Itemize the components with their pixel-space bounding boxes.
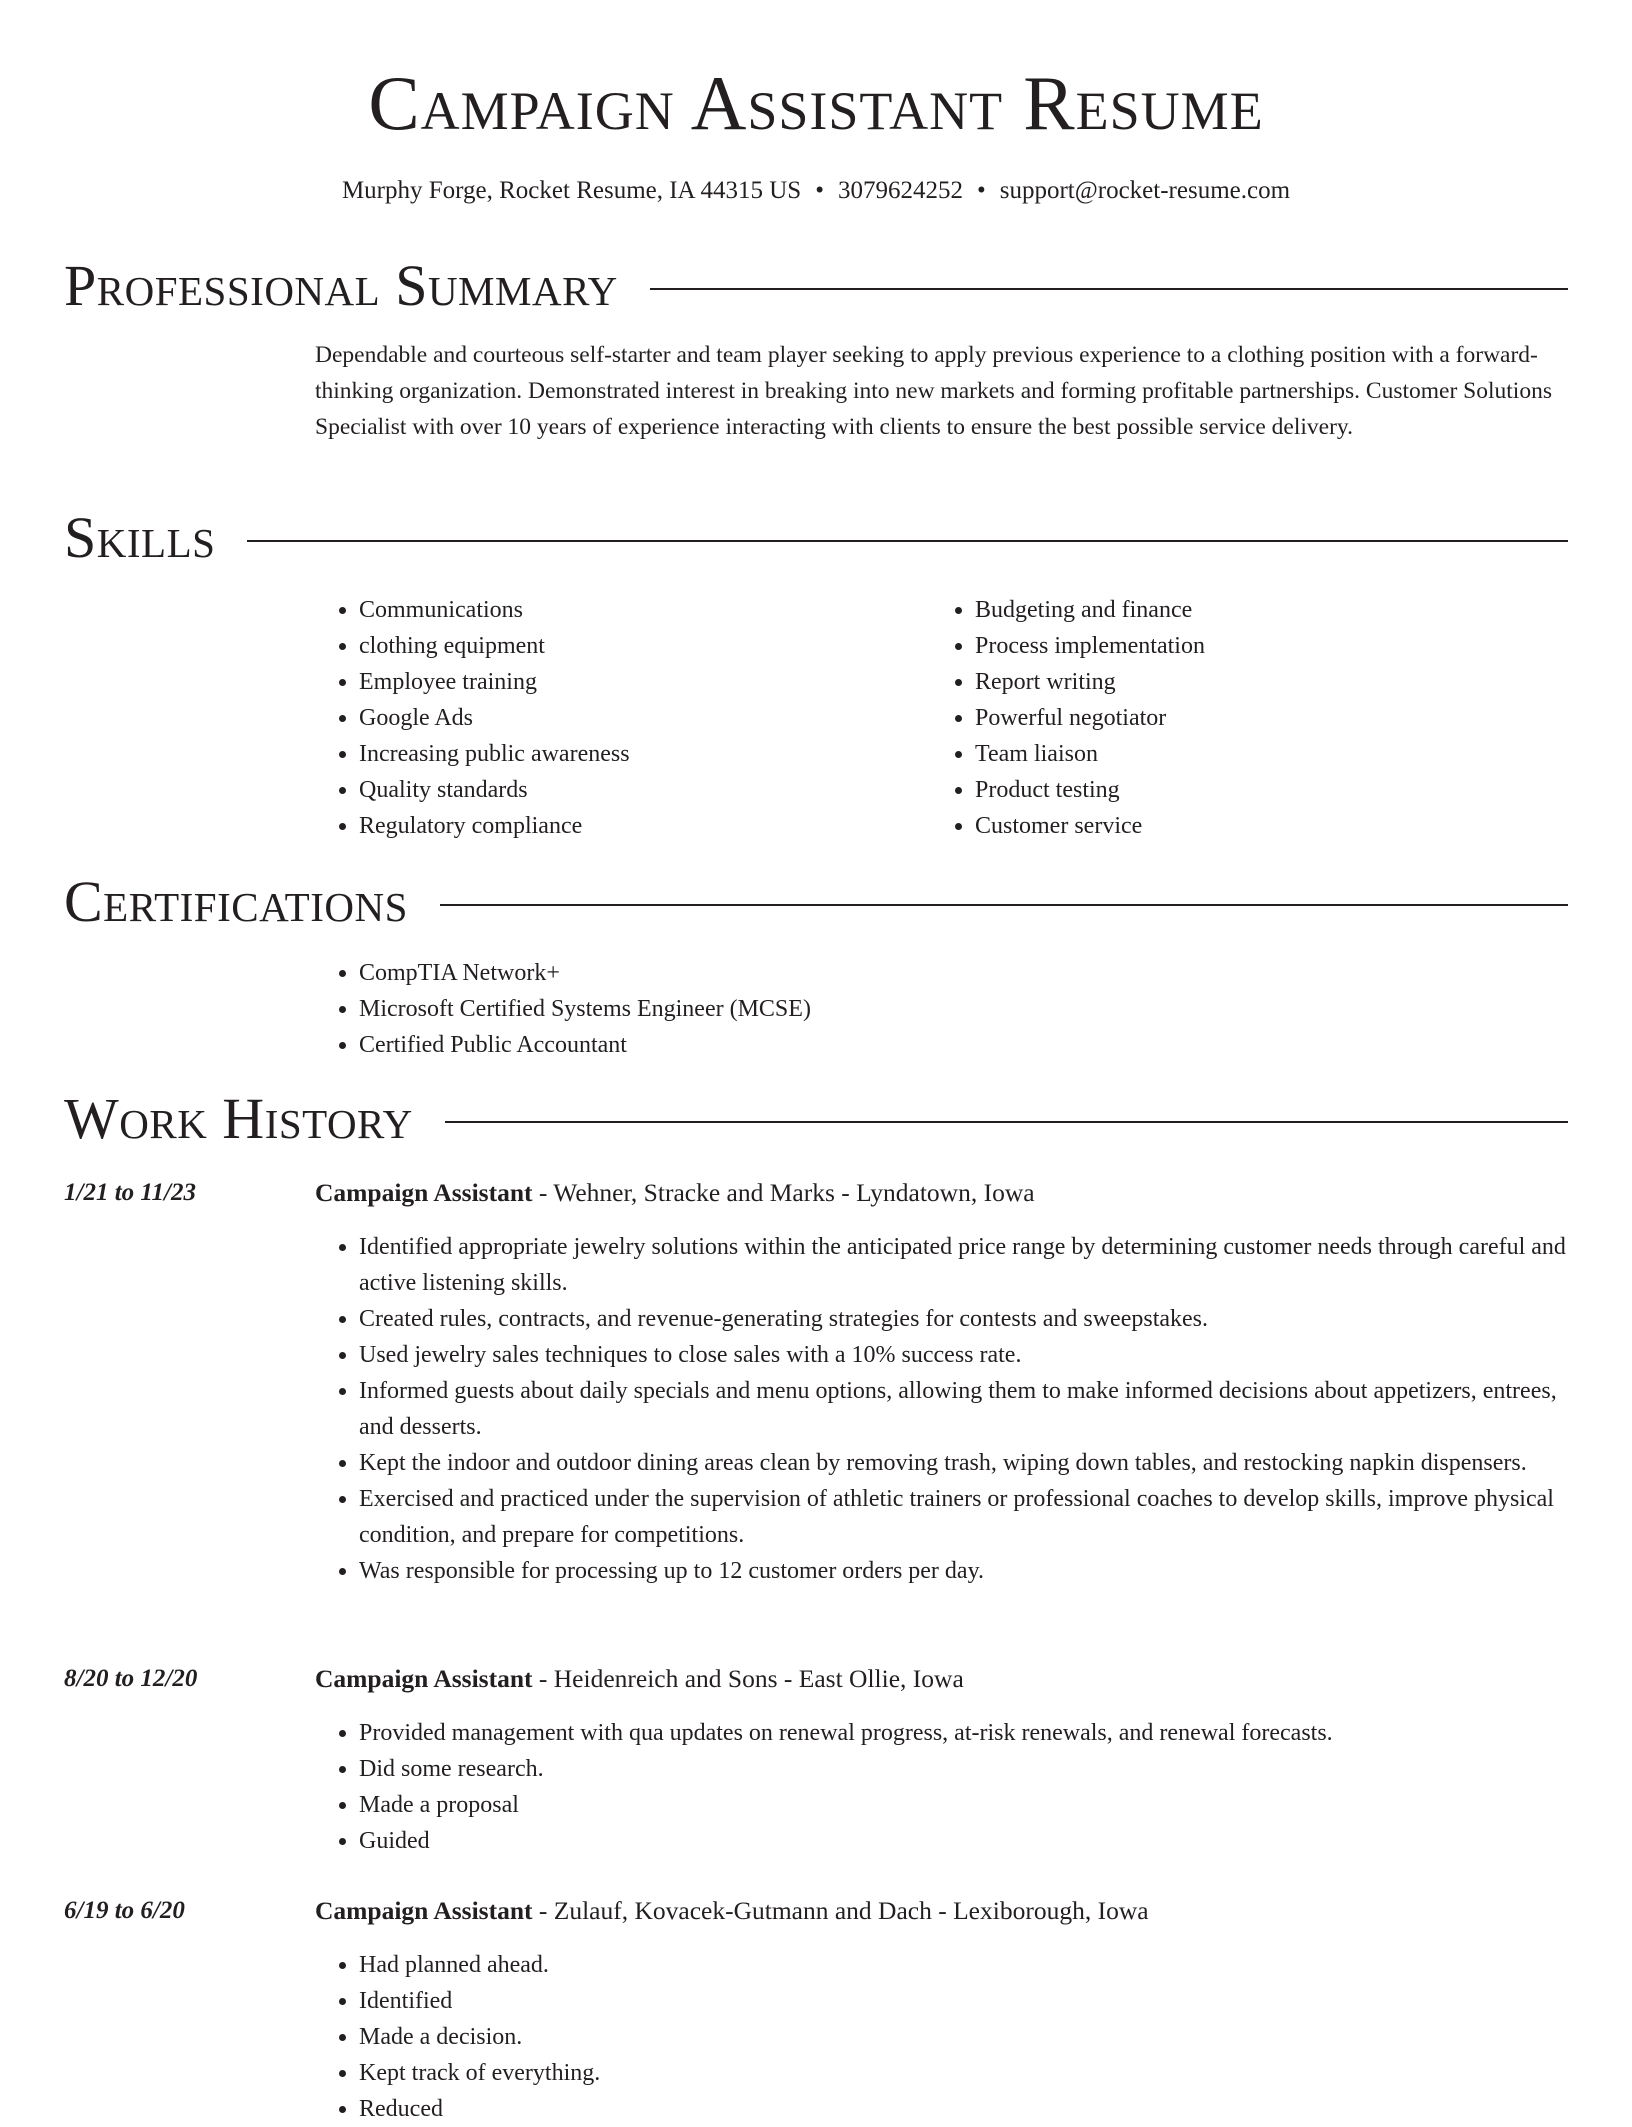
skills-column-left	[315, 592, 915, 844]
skill-item: • Quality standards	[359, 772, 915, 808]
duty-item: • Provided management with qua updates on renewal progress, at-risk renewals, and renewal forecasts.	[359, 1715, 1568, 1751]
duty-item: • Guided	[359, 1823, 1568, 1859]
job-heading	[315, 1893, 1149, 1929]
section-divider	[650, 288, 1568, 290]
job-heading	[315, 1175, 1035, 1211]
duty-item: • Reduced	[359, 2091, 1568, 2127]
skills-heading: Skills	[64, 505, 216, 570]
skill-item: • Process implementation	[975, 628, 1531, 664]
skill-item: • Google Ads	[359, 700, 915, 736]
resume-title: Campaign Assistant Resume	[368, 60, 1264, 146]
skill-item: • Budgeting and finance	[975, 592, 1531, 628]
summary-section-header	[64, 254, 1568, 318]
skill-item: • Product testing	[975, 772, 1531, 808]
contact-line	[0, 174, 1632, 208]
duty-item: • Created rules, contracts, and revenue-generating strategies for contests and sweepstakes.	[359, 1301, 1568, 1337]
job-role: Campaign Assistant	[315, 1896, 533, 1925]
contact-email: support@rocket-resume.com	[999, 177, 1291, 204]
job-employer-location: - Heidenreich and Sons - East Ollie, Iowa	[532, 1664, 964, 1693]
section-divider	[440, 904, 1568, 906]
contact-phone: 3079624252	[837, 177, 963, 204]
duty-item: • Informed guests about daily specials and menu options, allowing them to make informed decisions about appetizers, entrees, and desserts.	[359, 1373, 1568, 1445]
duty-item: • Kept the indoor and outdoor dining areas clean by removing trash, wiping down tables, and restocking napkin dispensers.	[359, 1445, 1568, 1481]
summary-text: Dependable and courteous self-starter and team player seeking to apply previous experience to a clothing position with a forward-thinking organization. Demonstrated interest in breaking into new markets and forming profitable partnerships. Customer Solutions Specialist with over 10 years of experience interacting with clients to ensure the best possible service delivery.	[315, 342, 1552, 440]
skill-item: • Communications	[359, 592, 915, 628]
job-employer-location: - Wehner, Stracke and Marks - Lyndatown, Iowa	[532, 1178, 1035, 1207]
duty-item: • Identified appropriate jewelry solutions within the anticipated price range by determining customer needs through careful and active listening skills.	[359, 1229, 1568, 1301]
job-dates: 8/20 to 12/20	[64, 1665, 198, 1692]
job-dates: 6/19 to 6/20	[64, 1897, 185, 1924]
contact-separator: •	[815, 177, 824, 204]
duty-item: • Was responsible for processing up to 12 customer orders per day.	[359, 1553, 1568, 1589]
job-employer-location: - Zulauf, Kovacek-Gutmann and Dach - Lexiborough, Iowa	[532, 1896, 1149, 1925]
job-duties	[315, 1947, 1568, 2127]
skill-item: • clothing equipment	[359, 628, 915, 664]
duty-item: • Did some research.	[359, 1751, 1568, 1787]
job-role: Campaign Assistant	[315, 1178, 533, 1207]
duty-item: • Kept track of everything.	[359, 2055, 1568, 2091]
certifications-list	[315, 955, 1568, 1063]
skill-item: • Customer service	[975, 808, 1531, 844]
job-dates: 1/21 to 11/23	[64, 1179, 196, 1206]
skill-item: • Increasing public awareness	[359, 736, 915, 772]
section-divider	[247, 540, 1568, 542]
duty-item: • Used jewelry sales techniques to close sales with a 10% success rate.	[359, 1337, 1568, 1373]
skills-section-header	[64, 506, 1568, 570]
contact-separator: •	[976, 177, 986, 204]
duty-item: • Made a decision.	[359, 2019, 1568, 2055]
skill-item: • Powerful negotiator	[975, 700, 1531, 736]
contact-address: Murphy Forge, Rocket Resume, IA 44315 US	[341, 177, 802, 204]
skill-item: • Regulatory compliance	[359, 808, 915, 844]
duty-item: • Identified	[359, 1983, 1568, 2019]
work-history-heading: Work History	[64, 1086, 413, 1151]
certification-item: • Certified Public Accountant	[359, 1027, 1568, 1063]
job-duties	[315, 1715, 1568, 1859]
skill-item: • Report writing	[975, 664, 1531, 700]
certifications-heading: Certifications	[64, 869, 408, 934]
job-heading	[315, 1661, 964, 1697]
work-history-section-header	[64, 1087, 1568, 1151]
certification-item: • CompTIA Network+	[359, 955, 1568, 991]
duty-item: • Exercised and practiced under the supervision of athletic trainers or professional coaches to develop skills, improve physical condition, and prepare for competitions.	[359, 1481, 1568, 1553]
duty-item: • Made a proposal	[359, 1787, 1568, 1823]
job-duties	[315, 1229, 1568, 1589]
section-divider	[445, 1121, 1568, 1123]
skills-column-right	[931, 592, 1531, 844]
job-role: Campaign Assistant	[315, 1664, 533, 1693]
summary-heading: Professional Summary	[64, 253, 618, 318]
duty-item: • Had planned ahead.	[359, 1947, 1568, 1983]
skill-item: • Team liaison	[975, 736, 1531, 772]
skill-item: • Employee training	[359, 664, 915, 700]
certification-item: • Microsoft Certified Systems Engineer (MCSE)	[359, 991, 1568, 1027]
certifications-section-header	[64, 870, 1568, 934]
